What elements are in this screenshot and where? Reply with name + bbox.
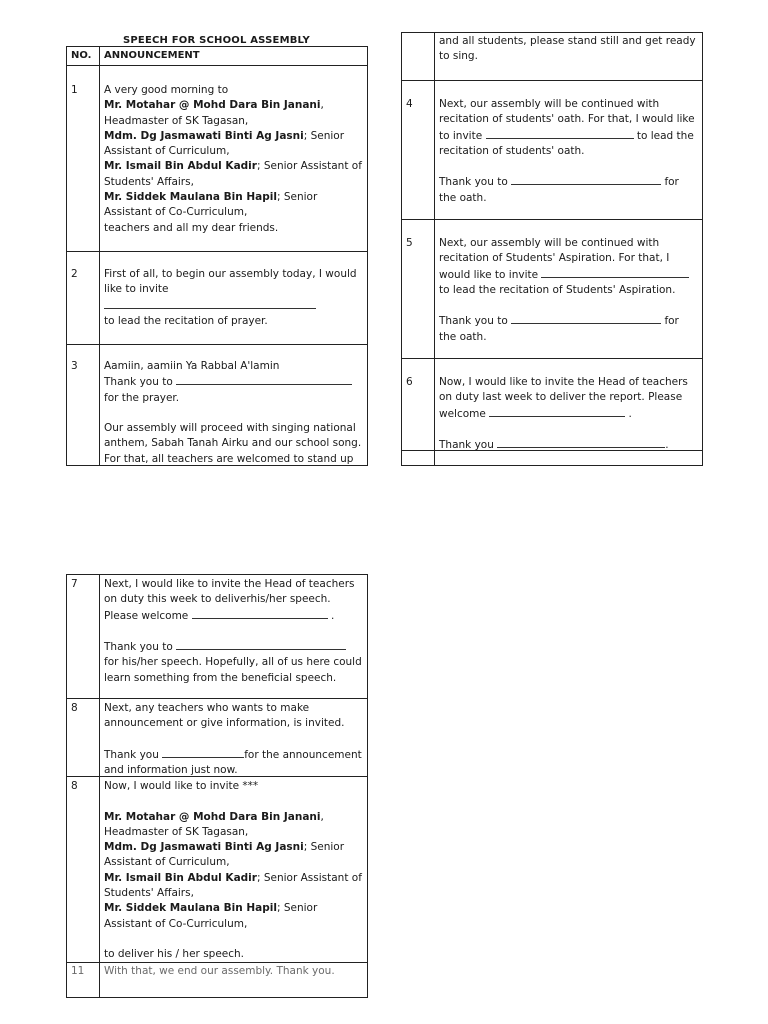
fill-in-blank[interactable] bbox=[511, 174, 661, 185]
fill-in-blank[interactable] bbox=[486, 128, 634, 139]
fill-in-blank[interactable] bbox=[176, 639, 346, 650]
table-row-empty bbox=[402, 450, 702, 467]
person-name: Mr. Ismail Bin Abdul Kadir bbox=[104, 160, 257, 173]
row-text: First of all, to begin our assembly today, I would like to invite to lead the recitation of prayer. bbox=[104, 268, 357, 327]
fill-in-blank[interactable] bbox=[176, 374, 352, 385]
row-text: With that, we end our assembly. Thank you. bbox=[104, 965, 335, 977]
row-text: Next, any teachers who wants to make announcement or give information, is invited. Thank you for the announcement and information just now. bbox=[104, 702, 362, 777]
row-number: 4 bbox=[406, 98, 413, 110]
fill-in-blank[interactable] bbox=[489, 406, 625, 417]
table-row bbox=[67, 251, 367, 344]
fill-in-blank[interactable] bbox=[511, 313, 661, 324]
table-row bbox=[67, 698, 367, 776]
row-number: 8 bbox=[71, 780, 78, 792]
person-name: Mdm. Dg Jasmawati Binti Ag Jasni bbox=[104, 129, 304, 142]
table-row bbox=[67, 575, 367, 698]
row-number: 2 bbox=[71, 268, 78, 280]
person-name: Mdm. Dg Jasmawati Binti Ag Jasni bbox=[104, 841, 304, 854]
row-text: Aamiin, aamiin Ya Rabbal A'lamin Thank you to for the prayer. Our assembly will proceed with singing national anthem, Sabah Tanah Airku and our school song. For that, all teachers are welcomed to stand up bbox=[104, 360, 362, 465]
row-text: Next, I would like to invite the Head of teachers on duty this week to deliverhis/her speech. Please welcome . Thank you to for his/her speech. Hopefully, all of us here could learn something from the beneficial speech. bbox=[104, 578, 362, 684]
fill-in-blank[interactable] bbox=[104, 298, 316, 309]
header-announcement: ANNOUNCEMENT bbox=[104, 50, 200, 61]
row-text: Now, I would like to invite *** Mr. Motahar @ Mohd Dara Bin Janani, Headmaster of SK Tagasan, Mdm. Dg Jasmawati Binti Ag Jasni; Senior Assistant of Curriculum, Mr. Ismail Bin Abdul Kadir; Senior Assistant of Students' Affairs, Mr. Siddek Maulana Bin Hapil; Senior Assistant of Co-Curriculum, to deliver his / her speech. bbox=[104, 780, 362, 961]
fill-in-blank[interactable] bbox=[192, 608, 328, 619]
table-header-row bbox=[67, 47, 367, 65]
row-text: A very good morning to Mr. Motahar @ Mohd Dara Bin Janani, Headmaster of SK Tagasan, Mdm. Dg Jasmawati Binti Ag Jasni; Senior Assistant of Curriculum, Mr. Ismail Bin Abdul Kadir; Senior Assistant of Students' Affairs, Mr. Siddek Maulana Bin Hapil; Senior Assistant of Co-Curriculum, teachers and all my dear friends. bbox=[104, 84, 362, 234]
assembly-table-part-3 bbox=[66, 574, 368, 998]
row-number: 6 bbox=[406, 376, 413, 388]
table-row bbox=[402, 80, 702, 219]
table-row bbox=[402, 219, 702, 358]
row-number: 5 bbox=[406, 237, 413, 249]
row-number: 1 bbox=[71, 84, 78, 96]
table-row bbox=[67, 344, 367, 467]
person-name: Mr. Siddek Maulana Bin Hapil bbox=[104, 902, 277, 915]
fill-in-blank[interactable] bbox=[541, 267, 689, 278]
table-row bbox=[67, 962, 367, 999]
row-number: 8 bbox=[71, 702, 78, 714]
fill-in-blank[interactable] bbox=[497, 437, 665, 448]
row-text: and all students, please stand still and get ready to sing. bbox=[439, 35, 696, 63]
person-name: Mr. Motahar @ Mohd Dara Bin Janani bbox=[104, 810, 321, 823]
header-no: NO. bbox=[71, 50, 92, 61]
assembly-table-part-2 bbox=[401, 32, 703, 466]
table-row bbox=[402, 358, 702, 450]
page-title: SPEECH FOR SCHOOL ASSEMBLY bbox=[122, 35, 311, 46]
person-name: Mr. Ismail Bin Abdul Kadir bbox=[104, 871, 257, 884]
row-number: 11 bbox=[71, 965, 85, 977]
table-row bbox=[67, 776, 367, 962]
table-row bbox=[402, 33, 702, 80]
table-row bbox=[67, 65, 367, 251]
fill-in-blank[interactable] bbox=[162, 747, 244, 758]
row-text: Next, our assembly will be continued with recitation of Students' Aspiration. For that, I would like to invite to lead the recitation of Students' Aspiration. Thank you to for the oath. bbox=[439, 236, 698, 345]
person-name: Mr. Siddek Maulana Bin Hapil bbox=[104, 191, 277, 204]
row-text: Now, I would like to invite the Head of teachers on duty last week to deliver the report. Please welcome . Thank you . bbox=[439, 376, 688, 452]
row-number: 7 bbox=[71, 578, 78, 590]
assembly-table-part-1 bbox=[66, 46, 368, 466]
person-name: Mr. Motahar @ Mohd Dara Bin Janani bbox=[104, 99, 321, 112]
row-text: Next, our assembly will be continued with recitation of students' oath. For that, I would like to invite to lead the recitation of students' oath. Thank you to for the oath. bbox=[439, 98, 695, 204]
row-number: 3 bbox=[71, 360, 78, 372]
